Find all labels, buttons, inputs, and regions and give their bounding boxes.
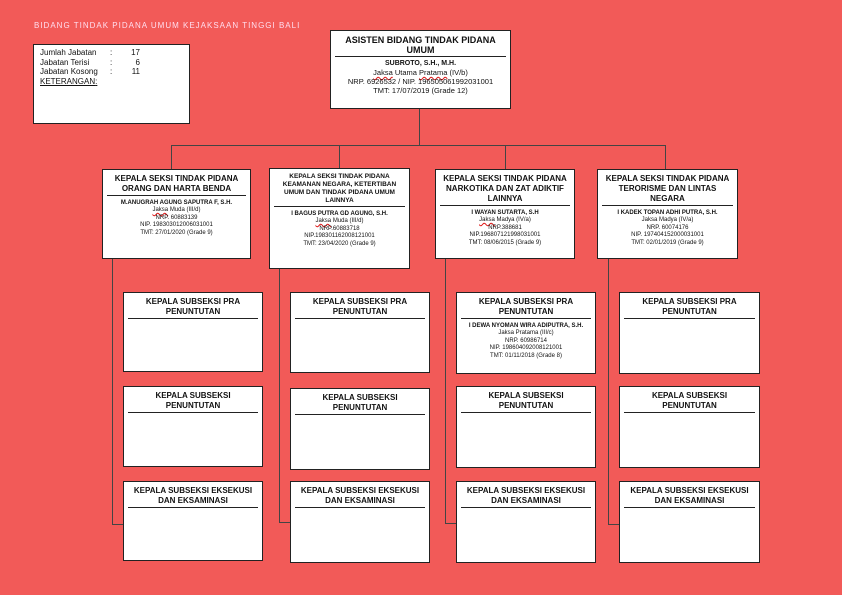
summary-row: Jabatan Terisi : 6 [40,57,140,67]
section-tmt: TMT: 02/01/2019 (Grade 9) [631,239,704,246]
section-nip: NIP.196807121998031001 [469,232,541,238]
section-nip: NIP. 197404152000031001 [631,232,704,238]
subsection-box-eksekusi: KEPALA SUBSEKSI EKSEKUSI DAN EKSAMINASI [290,481,430,563]
connector-line [112,524,123,525]
subsection-rank: Jaksa Pratama (III/c) [498,330,554,336]
keterangan-label: KETERANGAN: [40,76,98,86]
section-rank: Jaksa Muda (III/d) [152,207,201,213]
subsection-box-penuntutan: KEPALA SUBSEKSI PENUNTUTAN [290,388,430,470]
subsection-box-penuntutan: KEPALA SUBSEKSI PENUNTUTAN [619,386,760,468]
subsection-box-eksekusi: KEPALA SUBSEKSI EKSEKUSI DAN EKSAMINASI [619,481,760,563]
subsection-name: I DEWA NYOMAN WIRA ADIPUTRA, S.H. [468,323,584,329]
head-rank: Jaksa Utama Pratama (IV/b) [373,68,468,77]
section-rank: Jaksa Muda (III/d) [315,218,364,224]
subsection-box-penuntutan: KEPALA SUBSEKSI PENUNTUTAN [456,386,596,468]
connector-line [608,259,609,524]
summary-panel [33,44,190,124]
connector-line [279,269,280,522]
section-tmt: TMT: 08/06/2015 (Grade 9) [468,239,542,246]
connector-line [608,524,619,525]
connector-line [419,109,420,145]
section-tmt: TMT: 23/04/2020 (Grade 9) [303,240,376,247]
section-title: KEPALA SEKSI TINDAK PIDANA TERORISME DAN LINTAS NEGARA [602,174,733,206]
head-tmt: TMT: 17/07/2019 (Grade 12) [373,86,468,95]
section-name: I KADEK TOPAN ADHI PUTRA, S.H. [617,210,718,216]
head-name: SUBROTO, S.H., M.H. [384,60,457,67]
connector-line [171,145,172,169]
connector-line [665,145,666,169]
subsection-nip: NIP. 198604092008121001 [489,345,563,351]
section-box [269,168,410,269]
summary-row: Jumlah Jabatan : 17 [40,48,140,57]
connector-line [339,145,340,168]
subsection-nrp: NRP. 60986714 [505,337,547,344]
section-title: KEPALA SEKSI TINDAK PIDANA KEAMANAN NEGARA, KETERTIBAN UMUM DAN TINDAK PIDANA UMUM LAINNYA [274,173,405,207]
section-nrp: NRP. 60074176 [646,224,689,231]
section-box [597,169,738,259]
subsection-box-penuntutan: KEPALA SUBSEKSI PENUNTUTAN [123,386,263,467]
subsection-box-eksekusi: KEPALA SUBSEKSI EKSEKUSI DAN EKSAMINASI [123,481,263,561]
head-title: ASISTEN BIDANG TINDAK PIDANA UMUM [335,35,506,57]
subsection-box-pra: KEPALA SUBSEKSI PRA PENUNTUTAN [290,292,430,373]
page-header-label: BIDANG TINDAK PIDANA UMUM KEJAKSAAN TINGGI BALI [34,21,301,30]
connector-line [171,145,665,146]
connector-line [112,259,113,524]
section-title: KEPALA SEKSI TINDAK PIDANA NARKOTIKA DAN ZAT ADIKTIF LAINNYA [440,174,570,206]
section-nrp: NRP.60883718 [319,225,360,232]
subsection-box-pra: KEPALA SUBSEKSI PRA PENUNTUTAN I DEWA NYOMAN WIRA ADIPUTRA, S.H. Jaksa Pratama (III/c) NRP. 60986714 NIP. 198604092008121001 TMT: 01/11/2018 (Grade 8) [456,292,596,374]
connector-line [445,259,446,523]
head-position-box [330,30,511,109]
section-name: M.ANUGRAH AGUNG SAPUTRA F, S.H. [120,200,233,206]
subsection-tmt: TMT: 01/11/2018 (Grade 8) [490,352,562,359]
connector-line [279,522,290,523]
subsection-box-eksekusi: KEPALA SUBSEKSI EKSEKUSI DAN EKSAMINASI [456,481,596,563]
section-nip: NIP.198301162008121001 [304,233,375,239]
section-nrp: NRP. 60883139 [155,214,198,221]
section-box [102,169,251,259]
summary-row: Jabatan Kosong : 11 [40,67,140,76]
section-rank: Jaksa Madya (IV/a) [641,217,694,223]
section-name: I WAYAN SUTARTA, S.H [471,210,539,216]
section-rank: Jaksa Madya (IV/a) [479,217,531,223]
subsection-box-pra: KEPALA SUBSEKSI PRA PENUNTUTAN [123,292,263,372]
section-tmt: TMT: 27/01/2020 (Grade 9) [140,229,213,236]
connector-line [445,523,456,524]
section-box [435,169,575,259]
section-nrp: NRP.388681 [488,224,522,231]
section-title: KEPALA SEKSI TINDAK PIDANA ORANG DAN HARTA BENDA [107,174,246,196]
section-nip: NIP. 198303012006031001 [140,222,213,228]
section-name: I BAGUS PUTRA GD AGUNG, S.H. [291,211,388,217]
connector-line [505,145,506,169]
head-nrp: NRP. 6926532 / NIP. 196505061992031001 [347,77,494,86]
subsection-box-pra: KEPALA SUBSEKSI PRA PENUNTUTAN [619,292,760,374]
